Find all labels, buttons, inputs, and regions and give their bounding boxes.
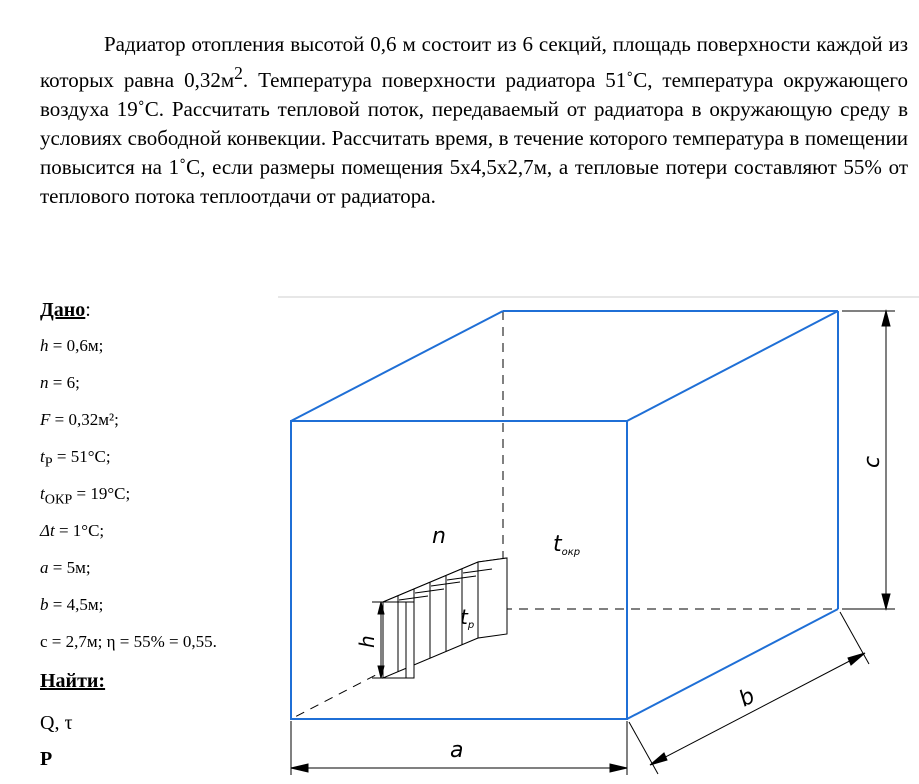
find-values: Q, τ xyxy=(40,712,73,734)
radiator xyxy=(383,558,507,678)
given-line-h: h = 0,6м; xyxy=(40,336,104,355)
hidden-edges xyxy=(291,311,838,719)
given-title: Дано: xyxy=(40,299,91,321)
given-line-c-eta: c = 2,7м; η = 55% = 0,55. xyxy=(40,632,217,651)
label-b: b xyxy=(735,683,760,713)
given-line-b: b = 4,5м; xyxy=(40,595,104,614)
room-box xyxy=(291,311,838,719)
label-h: h xyxy=(355,635,379,648)
given-line-dt: Δt = 1°C; xyxy=(40,521,105,540)
given-line-f: F = 0,32м²; xyxy=(40,410,119,429)
label-t-r: $t_р$ xyxy=(460,605,475,631)
label-a: a xyxy=(450,738,464,763)
given-line-n: n = 6; xyxy=(40,373,80,392)
label-n: n xyxy=(432,524,446,549)
problem-text-1: Радиатор отопления высотой 0,6 м состоит из 6 секций, площадь поверхности каждой из которых равна 0,32м xyxy=(40,32,908,92)
label-t-okr: tокр xyxy=(553,532,581,558)
given-line-tr: $t_Р = 51^\circ C$; xyxy=(40,447,111,471)
given-line-tokr: $t_{ОКР} = 19^\circ C$; xyxy=(40,484,131,508)
problem-text-2: . Температура поверхности радиатора 51˚С, температура окружающего воздуха 19˚С. Рассчитать тепловой поток, передаваемый от радиатора в окружающую среду в условиях свободной конвекции. Рассчитать время, в течение которого температура в помещении повысится на 1˚С, если размеры помещения 5х4,5х2,7м, а тепловые потери составляют 55% от теплового потока теплоотдачи от радиатора. xyxy=(40,68,908,208)
problem-superscript: 2 xyxy=(234,63,243,83)
given-line-a: a = 5м; xyxy=(40,558,91,577)
find-title: Найти: xyxy=(40,670,106,692)
label-c: c xyxy=(860,455,885,468)
next-section-cut: Р xyxy=(40,748,53,770)
